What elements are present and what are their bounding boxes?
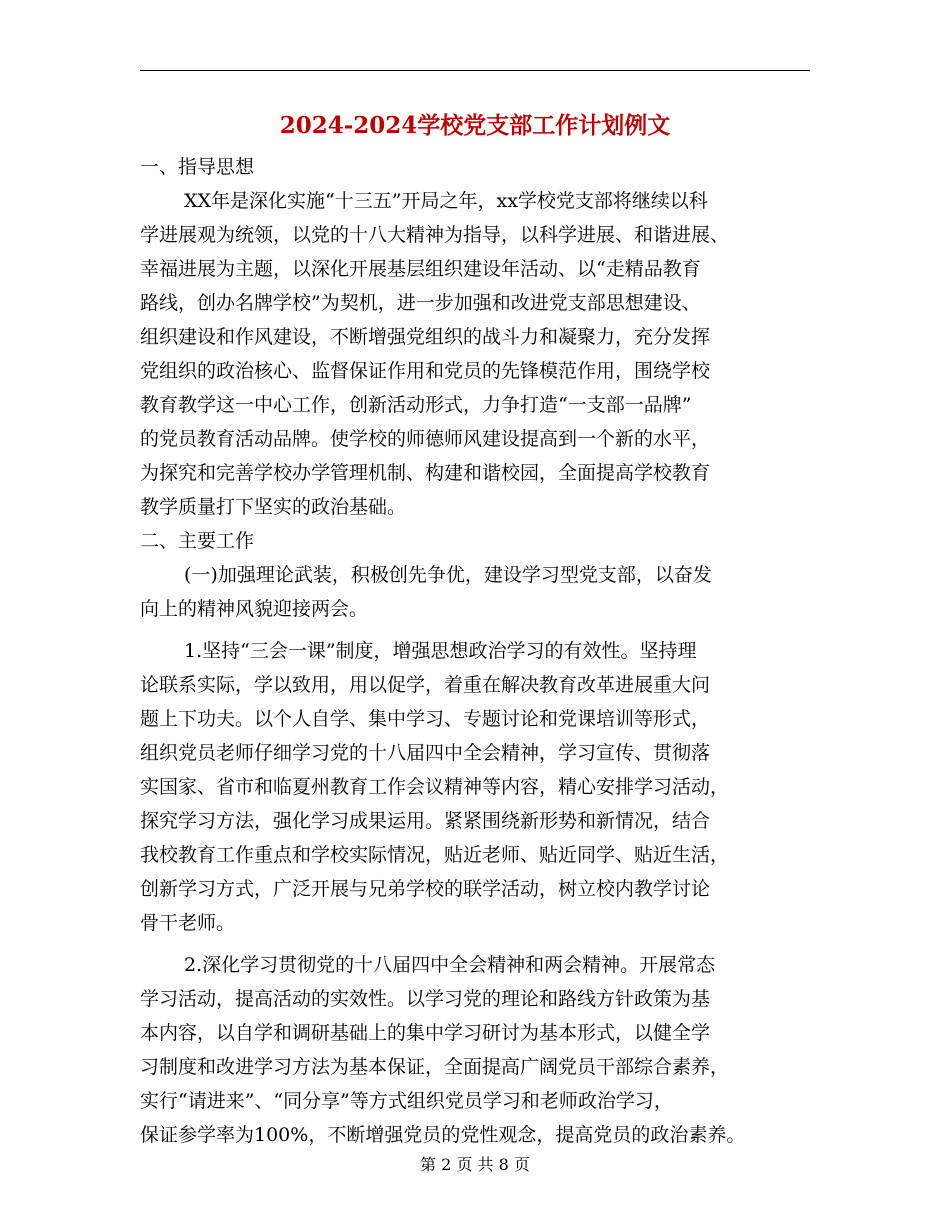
paragraph-subsection-1 — [140, 558, 812, 626]
text-line: 题上下功夫。以个人自学、集中学习、专题讨论和党课培训等形式， — [140, 708, 711, 730]
header-rule — [140, 70, 810, 71]
text-line: 骨干老师。 — [140, 912, 236, 934]
section-heading-guiding-ideology: 一、指导思想 — [140, 156, 255, 178]
text-line: 论联系实际，学以致用，用以促学，着重在解决教育改革进展重大问 — [140, 674, 711, 696]
text-line: (一)加强理论武装，积极创先争优，建设学习型党支部，以奋发 — [184, 564, 712, 586]
text-line: 本内容，以自学和调研基础上的集中学习研讨为基本形式，以健全学 — [140, 1022, 711, 1044]
text-line: 创新学习方式，广泛开展与兄弟学校的联学活动，树立校内教学讨论 — [140, 878, 711, 900]
text-line: 路线，创办名牌学校”为契机，进一步加强和改进党支部思想建设、 — [140, 292, 701, 314]
text-line: 向上的精神风貌迎接两会。 — [140, 598, 369, 620]
document-title: 2024-2024学校党支部工作计划例文 — [279, 112, 671, 139]
text-line: 1.坚持“三会一课”制度，增强思想政治学习的有效性。坚持理 — [184, 640, 697, 662]
text-line: 实行“请进来”、“同分享”等方式组织党员学习和老师政治学习， — [140, 1090, 673, 1112]
paragraph-guiding-ideology — [140, 184, 812, 524]
text-line: 为探究和完善学校办学管理机制、构建和谐校园，全面提高学校教育 — [140, 462, 711, 484]
text-line: 教育教学这一中心工作，创新活动形式，力争打造“一支部一品牌” — [140, 394, 692, 416]
page-number-footer: 第 2 页 共 8 页 — [420, 1155, 530, 1174]
text-line: 组织党员老师仔细学习党的十八届四中全会精神，学习宣传、贯彻落 — [140, 742, 711, 764]
text-line: 2.深化学习贯彻党的十八届四中全会精神和两会精神。开展常态 — [184, 954, 716, 976]
text-line: 党组织的政治核心、监督保证作用和党员的先锋模范作用，围绕学校 — [140, 360, 711, 382]
text-line: 保证参学率为100%，不断增强党员的党性观念，提高党员的政治素养。 — [140, 1124, 746, 1146]
text-line: 实国家、省市和临夏州教育工作会议精神等内容，精心安排学习活动， — [140, 776, 730, 798]
document-body — [140, 150, 812, 1152]
text-line: 的党员教育活动品牌。使学校的师德师风建设提高到一个新的水平， — [140, 428, 711, 450]
section-heading-main-work: 二、主要工作 — [140, 530, 255, 552]
text-line: 我校教育工作重点和学校实际情况，贴近老师、贴近同学、贴近生活， — [140, 844, 730, 866]
text-line: 教学质量打下坚实的政治基础。 — [140, 496, 407, 518]
text-line: 习制度和改进学习方法为基本保证，全面提高广阔党员干部综合素养， — [140, 1056, 730, 1078]
paragraph-item-1 — [140, 634, 812, 940]
text-line: XX年是深化实施“十三五”开局之年，xx学校党支部将继续以科 — [184, 190, 708, 212]
text-line: 学习活动，提高活动的实效性。以学习党的理论和路线方针政策为基 — [140, 988, 711, 1010]
text-line: 探究学习方法，强化学习成果运用。紧紧围绕新形势和新情况，结合 — [140, 810, 711, 832]
text-line: 幸福进展为主题，以深化开展基层组织建设年活动、以“走精品教育 — [140, 258, 701, 280]
text-line: 组织建设和作风建设，不断增强党组织的战斗力和凝聚力，充分发挥 — [140, 326, 711, 348]
text-line: 学进展观为统领，以党的十八大精神为指导，以科学进展、和谐进展、 — [140, 224, 730, 246]
paragraph-item-2 — [140, 948, 812, 1152]
